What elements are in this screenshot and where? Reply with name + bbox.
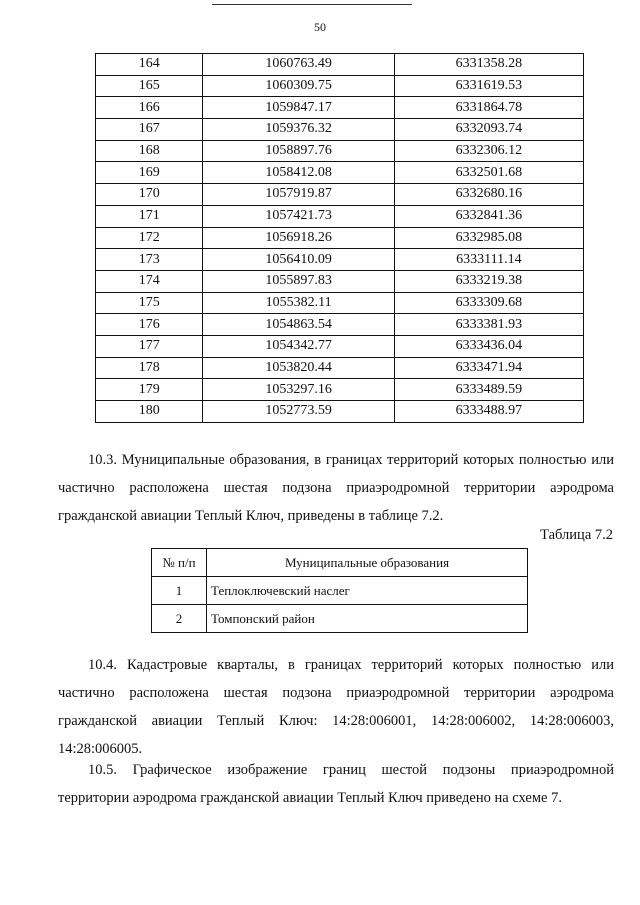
row-num: 2 xyxy=(152,605,207,633)
x-coordinate-cell: 1054342.77 xyxy=(203,335,394,357)
x-coordinate-cell: 1060309.75 xyxy=(203,75,394,97)
y-coordinate-cell: 6332985.08 xyxy=(394,227,583,249)
table-row xyxy=(96,162,584,184)
table-row xyxy=(96,119,584,141)
row-name: Томпонский район xyxy=(207,605,528,633)
table-row xyxy=(96,314,584,336)
point-number-cell: 168 xyxy=(96,140,203,162)
table-row xyxy=(96,335,584,357)
y-coordinate-cell: 6333471.94 xyxy=(394,357,583,379)
point-number-cell: 177 xyxy=(96,335,203,357)
municipalities-table-header-row xyxy=(152,549,528,577)
point-number-cell: 165 xyxy=(96,75,203,97)
table-row xyxy=(96,292,584,314)
x-coordinate-cell: 1053820.44 xyxy=(203,357,394,379)
y-coordinate-cell: 6333381.93 xyxy=(394,314,583,336)
table-row xyxy=(96,379,584,401)
table-row xyxy=(152,605,528,633)
y-coordinate-cell: 6331864.78 xyxy=(394,97,583,119)
table-row xyxy=(96,97,584,119)
point-number-cell: 180 xyxy=(96,401,203,423)
table-row xyxy=(96,184,584,206)
point-number-cell: 179 xyxy=(96,379,203,401)
table-row xyxy=(96,205,584,227)
header-name: Муниципальные образования xyxy=(207,549,528,577)
y-coordinate-cell: 6333489.59 xyxy=(394,379,583,401)
coordinates-table-body xyxy=(96,54,584,423)
point-number-cell: 174 xyxy=(96,270,203,292)
section-10-3-text: 10.3. Муниципальные образования, в границах территорий которых полностью или частично расположена шестая подзона приаэродромной территории аэродрома гражданской авиации Теплый Ключ, приведены в таблице 7.2. xyxy=(58,452,614,524)
point-number-cell: 167 xyxy=(96,119,203,141)
section-10-4-paragraph xyxy=(58,651,614,763)
table-row xyxy=(96,357,584,379)
point-number-cell: 172 xyxy=(96,227,203,249)
table-row xyxy=(96,249,584,271)
y-coordinate-cell: 6332306.12 xyxy=(394,140,583,162)
header-num: № п/п xyxy=(152,549,207,577)
y-coordinate-cell: 6332093.74 xyxy=(394,119,583,141)
page-number: 50 xyxy=(314,20,326,34)
table-row xyxy=(96,401,584,423)
y-coordinate-cell: 6332841.36 xyxy=(394,205,583,227)
y-coordinate-cell: 6331619.53 xyxy=(394,75,583,97)
table-row xyxy=(96,140,584,162)
x-coordinate-cell: 1058897.76 xyxy=(203,140,394,162)
section-10-3-paragraph xyxy=(58,446,614,530)
row-num: 1 xyxy=(152,577,207,605)
y-coordinate-cell: 6333488.97 xyxy=(394,401,583,423)
table-row xyxy=(96,227,584,249)
x-coordinate-cell: 1055897.83 xyxy=(203,270,394,292)
table-row xyxy=(96,54,584,76)
point-number-cell: 169 xyxy=(96,162,203,184)
y-coordinate-cell: 6333436.04 xyxy=(394,335,583,357)
municipalities-table xyxy=(151,548,528,633)
point-number-cell: 173 xyxy=(96,249,203,271)
x-coordinate-cell: 1057919.87 xyxy=(203,184,394,206)
point-number-cell: 166 xyxy=(96,97,203,119)
x-coordinate-cell: 1056918.26 xyxy=(203,227,394,249)
section-10-5-paragraph xyxy=(58,756,614,812)
x-coordinate-cell: 1059376.32 xyxy=(203,119,394,141)
section-10-4-text: 10.4. Кадастровые кварталы, в границах территорий которых полностью или частично расположена шестая подзона приаэродромной территории аэродрома гражданской авиации Теплый Ключ: 14:28:006001, 14:28:006002, 14:28:006003, 14:28:006005. xyxy=(58,657,614,757)
x-coordinate-cell: 1054863.54 xyxy=(203,314,394,336)
table-7-2-caption: Таблица 7.2 xyxy=(540,527,613,543)
x-coordinate-cell: 1055382.11 xyxy=(203,292,394,314)
table-row xyxy=(96,75,584,97)
point-number-cell: 170 xyxy=(96,184,203,206)
y-coordinate-cell: 6332680.16 xyxy=(394,184,583,206)
point-number-cell: 176 xyxy=(96,314,203,336)
x-coordinate-cell: 1057421.73 xyxy=(203,205,394,227)
coordinates-table xyxy=(95,53,584,423)
point-number-cell: 178 xyxy=(96,357,203,379)
y-coordinate-cell: 6331358.28 xyxy=(394,54,583,76)
x-coordinate-cell: 1053297.16 xyxy=(203,379,394,401)
table-row xyxy=(96,270,584,292)
y-coordinate-cell: 6332501.68 xyxy=(394,162,583,184)
point-number-cell: 171 xyxy=(96,205,203,227)
table-row xyxy=(152,577,528,605)
y-coordinate-cell: 6333219.38 xyxy=(394,270,583,292)
x-coordinate-cell: 1060763.49 xyxy=(203,54,394,76)
x-coordinate-cell: 1052773.59 xyxy=(203,401,394,423)
point-number-cell: 164 xyxy=(96,54,203,76)
x-coordinate-cell: 1056410.09 xyxy=(203,249,394,271)
section-10-5-text: 10.5. Графическое изображение границ шестой подзоны приаэродромной территории аэродрома гражданской авиации Теплый Ключ приведено на схеме 7. xyxy=(58,762,614,806)
top-rule xyxy=(212,4,412,5)
row-name: Теплоключевский наслег xyxy=(207,577,528,605)
point-number-cell: 175 xyxy=(96,292,203,314)
x-coordinate-cell: 1059847.17 xyxy=(203,97,394,119)
y-coordinate-cell: 6333111.14 xyxy=(394,249,583,271)
y-coordinate-cell: 6333309.68 xyxy=(394,292,583,314)
x-coordinate-cell: 1058412.08 xyxy=(203,162,394,184)
